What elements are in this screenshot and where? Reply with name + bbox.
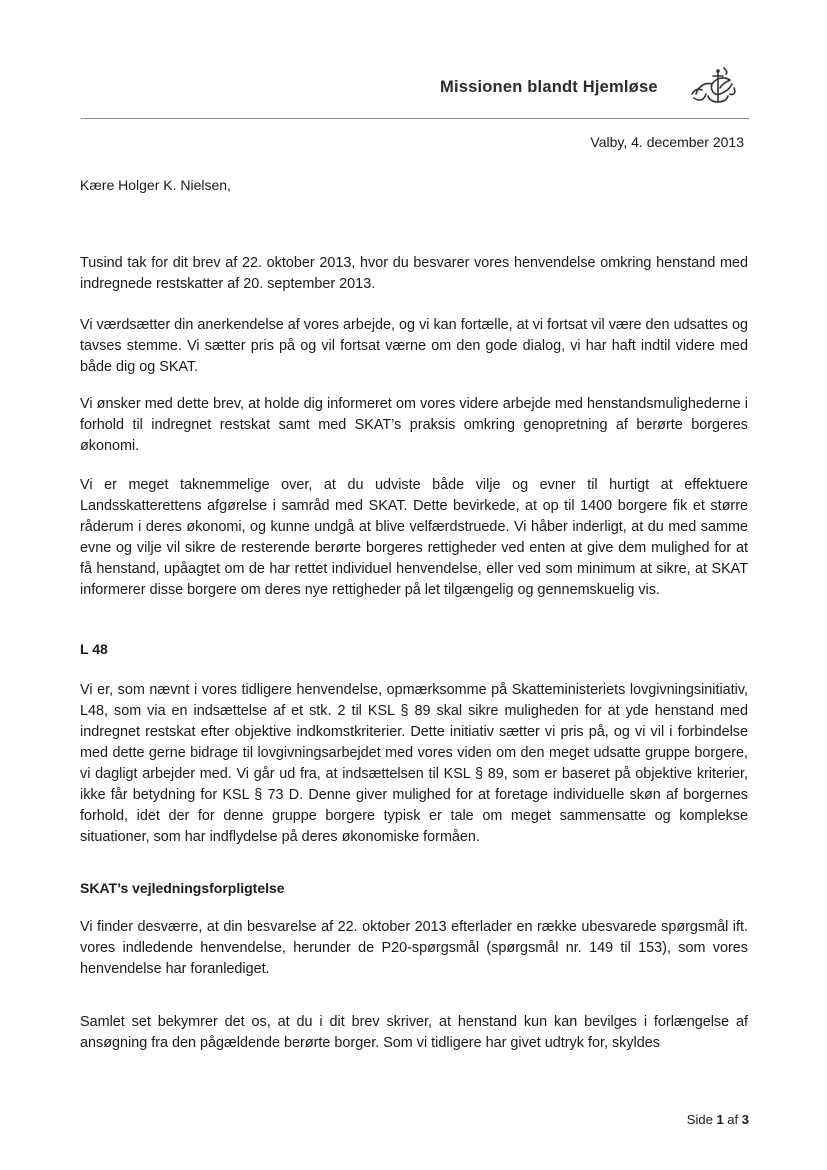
- page-total: 3: [741, 1112, 749, 1127]
- dove-anchor-logo-icon: [688, 64, 738, 110]
- header-divider: [81, 118, 749, 119]
- section-heading-l48: L 48: [80, 641, 108, 657]
- paragraph-3: Vi ønsker med dette brev, at holde dig informeret om vores videre arbejde med henstandsmulighederne i forhold til indregnet restskat samt med SKAT’s praksis omkring genopretning af berørte borgeres økonomi.: [80, 396, 748, 454]
- letter-date: Valby, 4. december 2013: [590, 134, 744, 150]
- page-prefix: Side: [686, 1112, 713, 1127]
- paragraph-2: Vi værdsætter din anerkendelse af vores arbejde, og vi kan fortælle, at vi fortsat vil være den udsattes og tavses stemme. Vi sætter pris på og vil fortsat værne om den gode dialog, vi har haft indtil videre med både dig og SKAT.: [80, 317, 748, 375]
- page-current: 1: [716, 1112, 724, 1127]
- organization-name: Missionen blandt Hjemløse: [440, 78, 658, 96]
- salutation: Kære Holger K. Nielsen,: [80, 177, 231, 193]
- paragraph-7: Samlet set bekymrer det os, at du i dit brev skriver, at henstand kun kan bevilges i forlængelse af ansøgning fra den pågældende berørte borger. Som vi tidligere har givet udtryk for, skyldes: [80, 1014, 748, 1051]
- paragraph-4: Vi er meget taknemmelige over, at du udviste både vilje og evner til hurtigt at effektuere Landsskatterettens afgørelse i samråd med SKAT. Dette bevirkede, at op til 1400 borgere fik et større råderum i deres økonomi, og kunne undgå at blive velfærdstruede. Vi håber inderligt, at du med samme evne og vilje vil sikre de resterende berørte borgeres rettigheder ved enten at give dem mulighed for at få henstand, upåagtet om de har rettet individuel henvendelse, eller ved som minimum at sikre, at SKAT informerer disse borgere om deres nye rettigheder på let tilgængelig og gennemskuelig vis.: [80, 477, 748, 598]
- page-number: [687, 1112, 749, 1127]
- paragraph-5: Vi er, som nævnt i vores tidligere henvendelse, opmærksomme på Skatteministeriets lovgivningsinitiativ, L48, som via en indsættelse af et stk. 2 til KSL § 89 skal sikre muligheden for at yde henstand med indregnet restskat efter objektive indkomstkriterier. Dette initiativ sætter vi pris på, og vi vil i forbindelse med dette gerne bidrage til lovgivningsarbejdet med vores viden om den meget udsatte gruppe borgere, vi dagligt arbejder med. Vi går ud fra, at indsættelsen til KSL § 89, som er baseret på objektive kriterier, ikke får betydning for KSL § 73 D. Denne giver mulighed for at foretage individuelle skøn af borgernes forhold, idet der for denne gruppe borgere typisk er tale om meget sammensatte og komplekse situationer, som har indflydelse på deres økonomiske formåen.: [80, 682, 748, 845]
- paragraph-1: Tusind tak for dit brev af 22. oktober 2013, hvor du besvarer vores henvendelse omkring henstand med indregnede restskatter af 20. september 2013.: [80, 255, 748, 292]
- section-heading-guidance: SKAT’s vejledningsforpligtelse: [80, 880, 285, 896]
- paragraph-6: Vi finder desværre, at din besvarelse af 22. oktober 2013 efterlader en række ubesvarede spørgsmål ift. vores indledende henvendelse, herunder de P20-spørgsmål (spørgsmål nr. 149 til 153), som vores henvendelse har foranlediget.: [80, 919, 748, 977]
- page-separator: af: [727, 1112, 739, 1127]
